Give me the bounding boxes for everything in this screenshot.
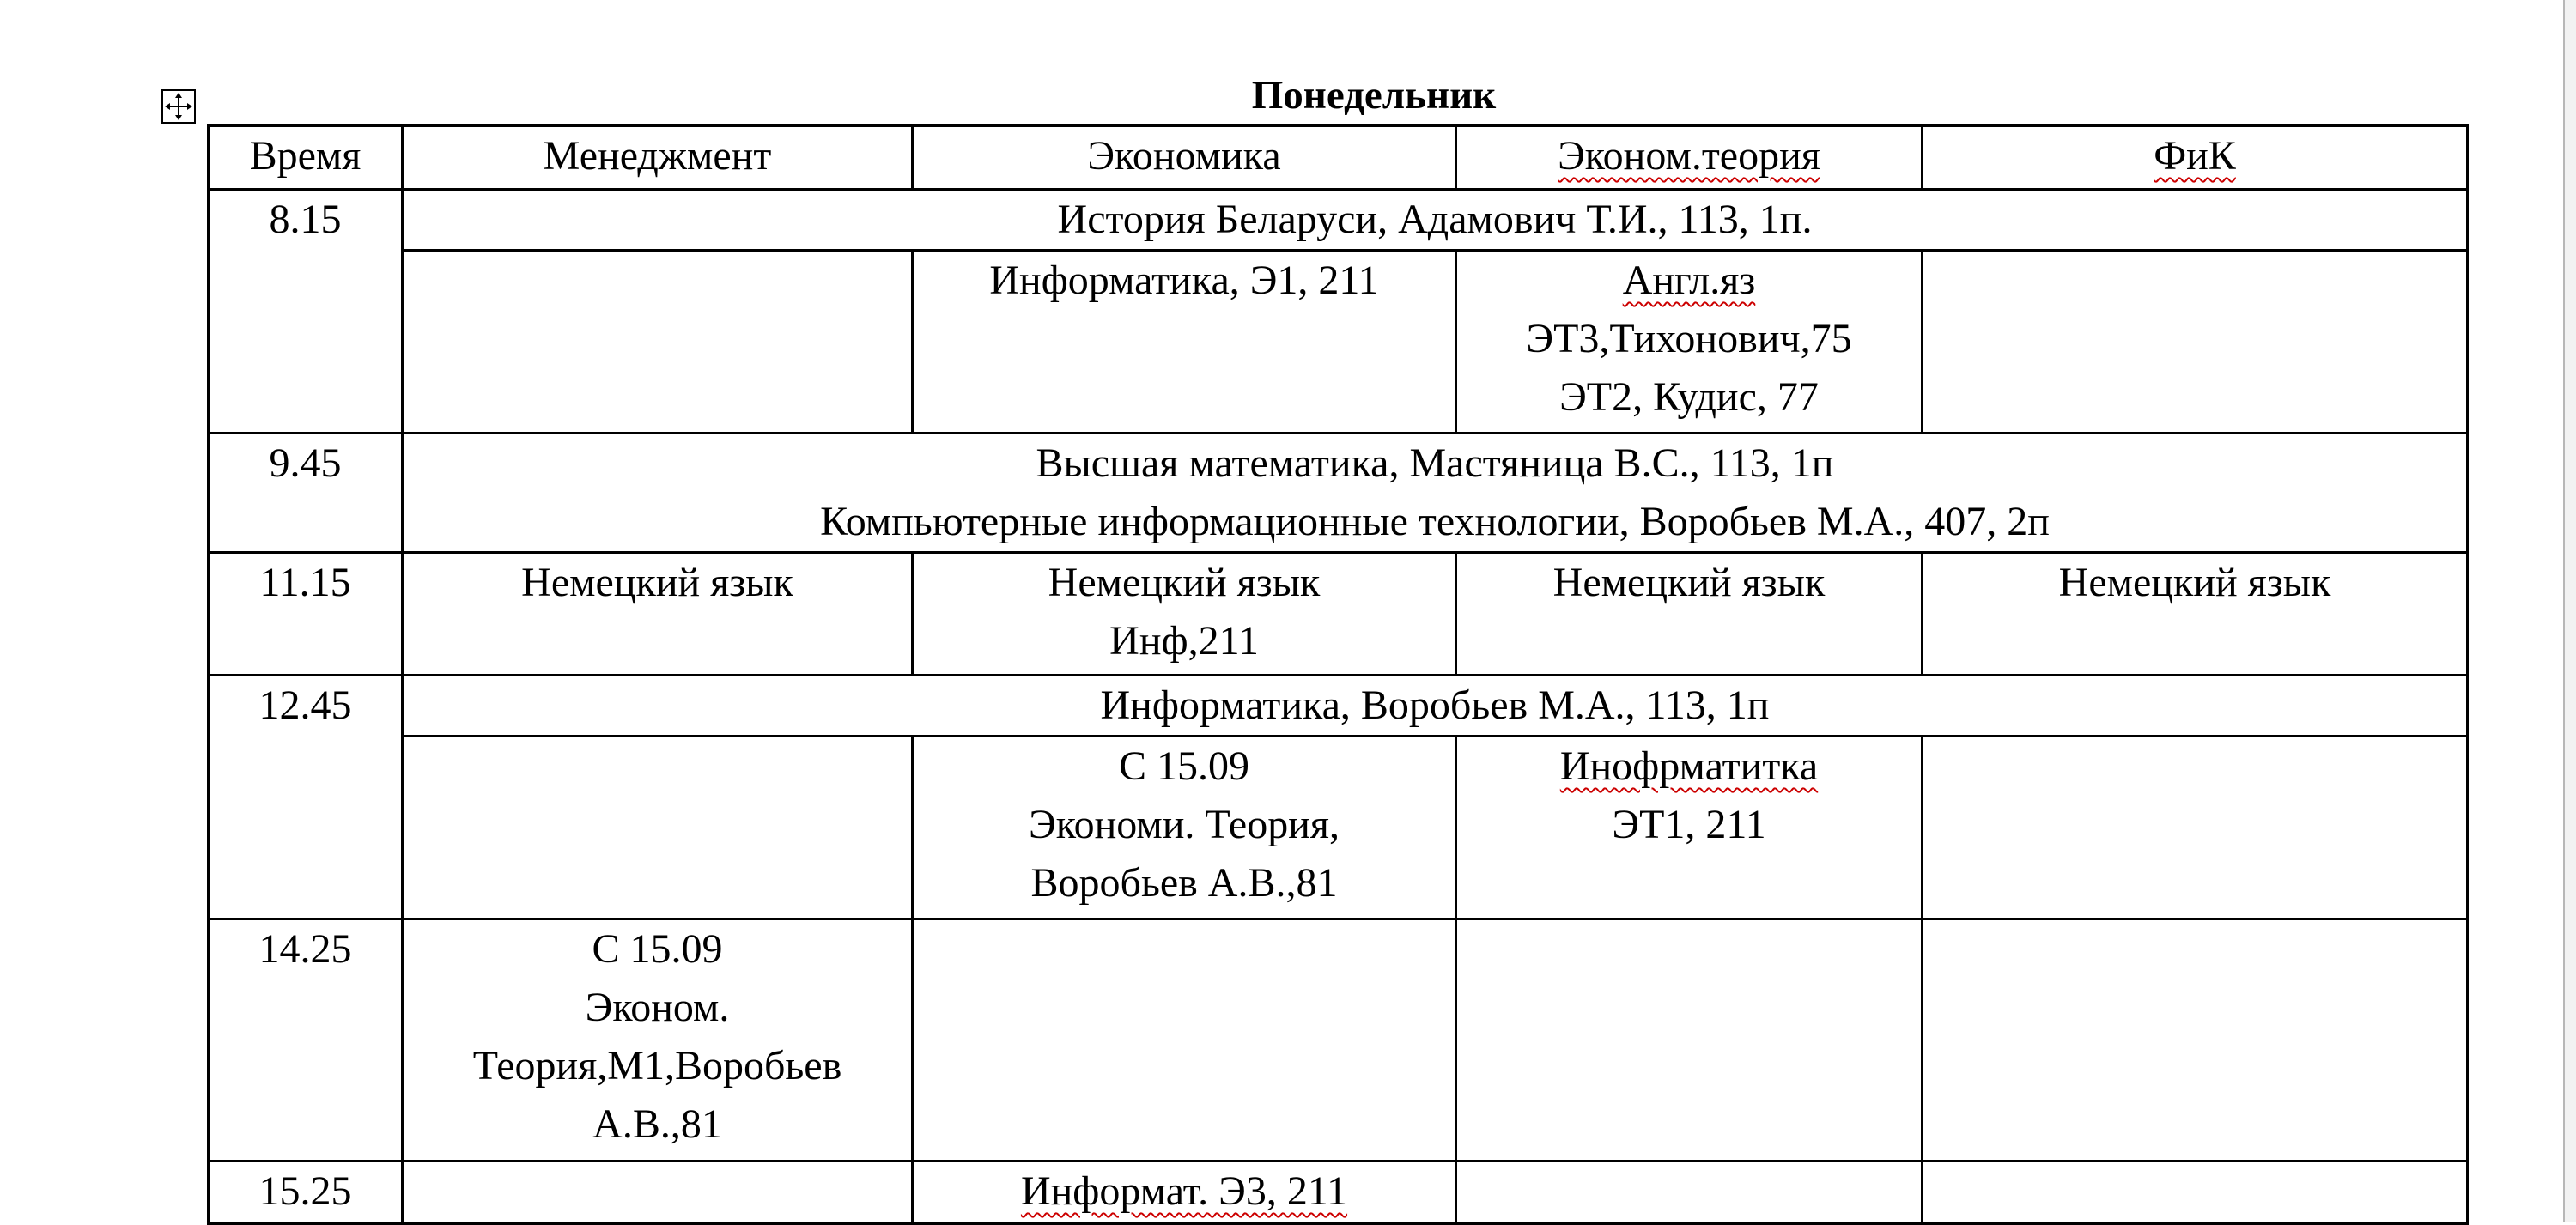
lesson-line: Англ.яз xyxy=(1622,258,1756,303)
lesson-all[interactable]: Информатика, Воробьев М.А., 113, 1п xyxy=(403,676,2468,737)
cell-management[interactable] xyxy=(403,251,913,434)
table-row xyxy=(209,553,2468,676)
cell-management[interactable] xyxy=(403,1161,913,1224)
header-econ-theory-text: Эконом.теория xyxy=(1558,133,1820,179)
cell-fik[interactable] xyxy=(1923,737,2468,919)
lesson-line: Теория,М1,Воробьев xyxy=(472,1043,842,1089)
page-edge xyxy=(2563,0,2576,1222)
lesson-line: Воробьев А.В.,81 xyxy=(1030,860,1338,906)
cell-fik[interactable] xyxy=(1923,919,2468,1161)
header-econ-theory[interactable] xyxy=(1456,126,1923,190)
cell-econ-theory[interactable] xyxy=(1456,919,1923,1161)
cell-economics[interactable] xyxy=(913,919,1456,1161)
lesson-line: ЭТ2, Кудис, 77 xyxy=(1559,374,1819,420)
cell-economics[interactable] xyxy=(913,1161,1456,1224)
lesson-line: ЭТ3,Тихонович,75 xyxy=(1526,316,1852,361)
lesson-all[interactable] xyxy=(403,434,2468,553)
cell-fik[interactable] xyxy=(1923,251,2468,434)
table-header-row xyxy=(209,126,2468,190)
lesson-line: Инофрматитка xyxy=(1559,743,1819,789)
header-management[interactable]: Менеджмент xyxy=(403,126,913,190)
time-cell[interactable]: 14.25 xyxy=(209,919,403,1161)
cell-econ-theory[interactable] xyxy=(1456,1161,1923,1224)
lesson-line: ЭТ1, 211 xyxy=(1612,802,1766,847)
lesson-line: С 15.09 xyxy=(592,926,723,972)
cell-economics[interactable] xyxy=(913,737,1456,919)
header-fik[interactable] xyxy=(1923,126,2468,190)
table-move-handle[interactable] xyxy=(161,89,196,124)
lesson-all[interactable]: История Беларуси, Адамович Т.И., 113, 1п. xyxy=(403,190,2468,251)
table-row xyxy=(209,919,2468,1161)
table-row xyxy=(209,251,2468,434)
lesson-line: С 15.09 xyxy=(1118,743,1249,789)
lesson-line: Экономи. Теория, xyxy=(1029,802,1340,847)
lesson-text: Информат. Э3, 211 xyxy=(1020,1168,1348,1214)
lesson-line: А.В.,81 xyxy=(592,1101,722,1147)
header-time[interactable]: Время xyxy=(209,126,403,190)
header-fik-text: ФиК xyxy=(2154,133,2236,179)
cell-management[interactable] xyxy=(403,919,913,1161)
cell-fik[interactable]: Немецкий язык xyxy=(1923,553,2468,676)
schedule-table xyxy=(207,124,2469,1225)
cell-management[interactable]: Немецкий язык xyxy=(403,553,913,676)
table-row xyxy=(209,676,2468,737)
cell-fik[interactable] xyxy=(1923,1161,2468,1224)
lesson-line: Немецкий язык xyxy=(1048,560,1321,605)
table-row xyxy=(209,1161,2468,1224)
lesson-line: Высшая математика, Мастяница В.С., 113, 1п xyxy=(1036,440,1834,486)
move-cross-icon xyxy=(163,91,194,122)
time-cell[interactable]: 11.15 xyxy=(209,553,403,676)
time-cell[interactable]: 12.45 xyxy=(209,676,403,919)
cell-econ-theory[interactable] xyxy=(1456,737,1923,919)
page-title: Понедельник xyxy=(1251,73,1497,118)
lesson-text: Информатика, Э1, 211 xyxy=(989,258,1379,303)
table-row xyxy=(209,190,2468,251)
time-cell[interactable]: 15.25 xyxy=(209,1161,403,1224)
table-row xyxy=(209,737,2468,919)
lesson-line: Эконом. xyxy=(585,985,730,1030)
time-cell[interactable]: 8.15 xyxy=(209,190,403,434)
lesson-line: Инф,211 xyxy=(1109,618,1259,664)
lesson-line: Компьютерные информационные технологии, Воробьев М.А., 407, 2п xyxy=(820,499,2050,544)
cell-econ-theory[interactable] xyxy=(1456,251,1923,434)
time-cell[interactable]: 9.45 xyxy=(209,434,403,553)
cell-management[interactable] xyxy=(403,737,913,919)
cell-econ-theory[interactable]: Немецкий язык xyxy=(1456,553,1923,676)
cell-economics[interactable] xyxy=(913,553,1456,676)
table-row xyxy=(209,434,2468,553)
header-economics[interactable]: Экономика xyxy=(913,126,1456,190)
cell-economics[interactable] xyxy=(913,251,1456,434)
